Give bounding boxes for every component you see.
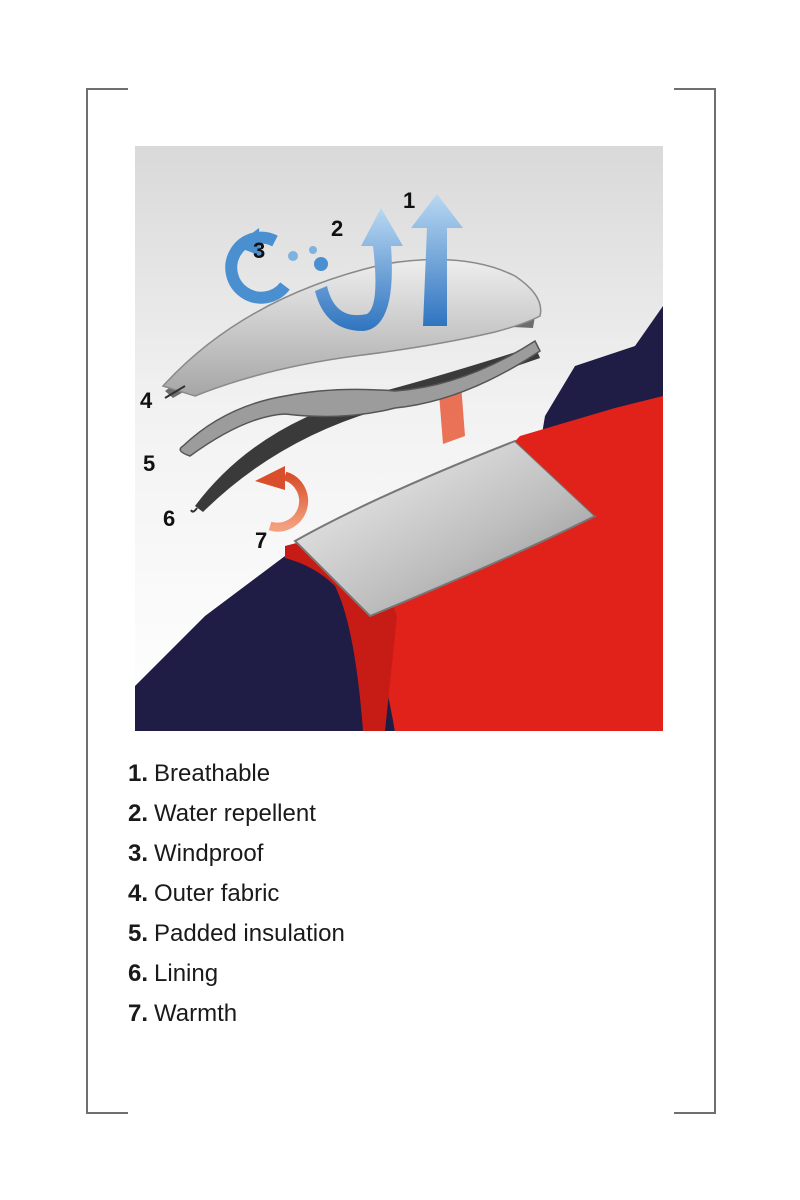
callout-2: 2 bbox=[331, 216, 344, 241]
legend-item-breathable bbox=[128, 756, 345, 796]
legend-number: 2. bbox=[128, 800, 149, 827]
legend-number: 5. bbox=[128, 920, 149, 947]
legend-item-padded-insulation bbox=[128, 916, 345, 956]
legend-item-warmth bbox=[128, 996, 345, 1036]
legend-text: Windproof bbox=[154, 840, 264, 867]
callout-5: 5 bbox=[143, 451, 156, 476]
callout-3: 3 bbox=[253, 238, 266, 263]
legend-number: 7. bbox=[128, 1000, 149, 1027]
legend-text: Water repellent bbox=[154, 800, 316, 827]
legend-text: Outer fabric bbox=[154, 880, 280, 907]
legend-item-lining bbox=[128, 956, 345, 996]
jacket-layers-illustration bbox=[135, 146, 663, 731]
legend-number: 6. bbox=[128, 960, 149, 987]
legend-item-outer-fabric bbox=[128, 876, 345, 916]
legend-item-windproof bbox=[128, 836, 345, 876]
legend-number: 1. bbox=[128, 760, 149, 787]
legend-number: 4. bbox=[128, 880, 149, 907]
callout-1: 1 bbox=[403, 188, 416, 213]
frame-bracket-left bbox=[86, 88, 128, 1114]
legend-text: Padded insulation bbox=[154, 920, 345, 947]
frame-bracket-right bbox=[674, 88, 716, 1114]
legend-list bbox=[128, 756, 345, 1036]
legend-number: 3. bbox=[128, 840, 149, 867]
legend-text: Lining bbox=[154, 960, 219, 987]
callout-7: 7 bbox=[255, 528, 268, 553]
legend-item-water-repellent bbox=[128, 796, 345, 836]
callout-4: 4 bbox=[140, 388, 153, 413]
legend-text: Warmth bbox=[154, 1000, 238, 1027]
callout-6: 6 bbox=[163, 506, 176, 531]
legend-text: Breathable bbox=[154, 760, 271, 787]
